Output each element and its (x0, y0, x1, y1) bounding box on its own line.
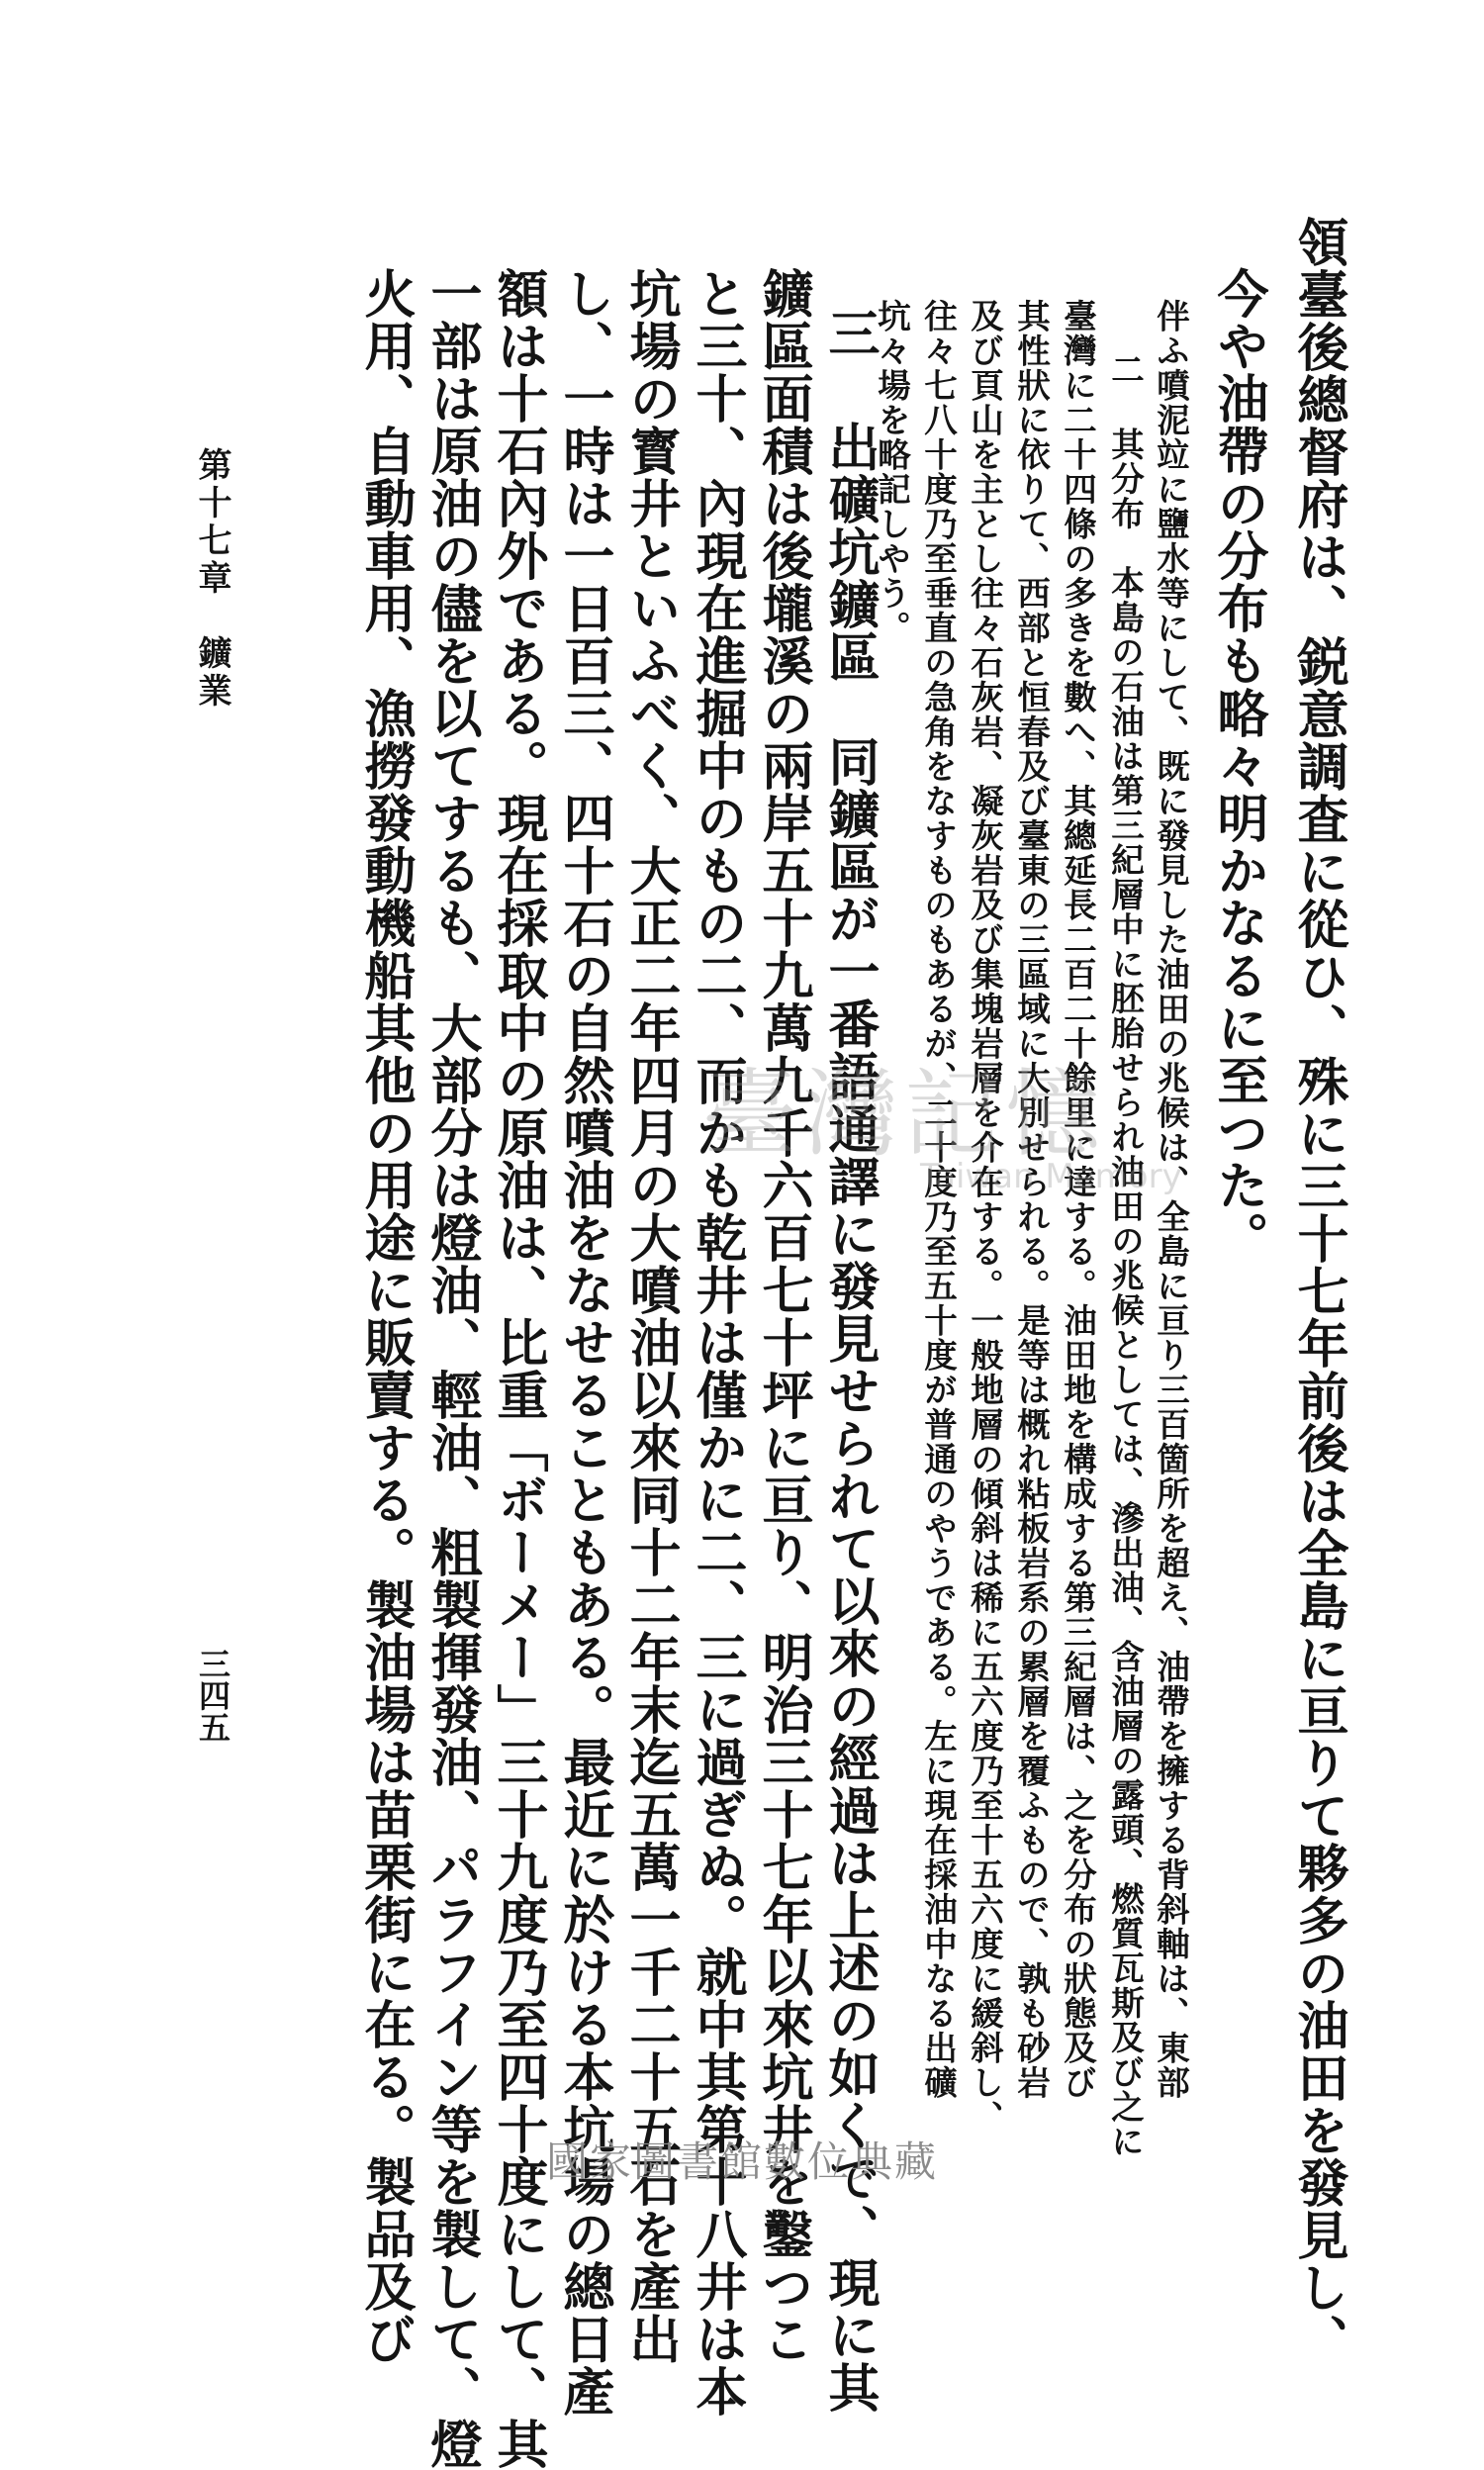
section-heading: 二 其分布 (1105, 352, 1145, 531)
text-column: 臺灣に二十四條の多きを數へ、其總延長二百二十餘里に達する。油田地を構成する第三紀層は、之を分布の狀態及び (1058, 299, 1097, 2100)
text-column: 一部は原油の儘を以てするも、大部分は燈油、輕油、粗製揮發油、パラフイン等を製して、燈 (421, 267, 482, 2470)
running-header: 第十七章 鑛業 (192, 447, 232, 711)
text-column: 鑛區面積は後壠溪の兩岸五十九萬九千六百七十坪に亘り、明治三十七年以來坑井を鑿つこ (753, 267, 813, 2365)
text-column: 額は十石內外である。現在採取中の原油は、比重「ボーメー」三十九度乃至四十度にして、其 (488, 267, 548, 2470)
text-column: 伴ふ噴泥竝に鹽水等にして、既に發見した油田の兆候は、全島に亘り三百箇所を超え、油帶を擁する背斜軸は、東部 (1151, 299, 1190, 2100)
library-credit: 國家圖書館數位典藏 (545, 2138, 938, 2186)
page-number: 三四五 (194, 1648, 232, 1743)
text-column: 今や油帶の分布も略々明かなるに至つた。 (1208, 267, 1268, 1264)
watermark-logo (702, 1039, 1217, 1227)
watermark-title: 臺灣記憶 (702, 1059, 1106, 1170)
text-column: と三十、內現在進掘中のもの二、而かも乾井は僅かに二、三に過ぎぬ。就中其第十八井は本 (687, 267, 747, 2418)
text-column: 及び頁山を主とし往々石灰岩、凝灰岩及び集塊岩層を介在する。一般地層の傾斜は稀に五六度乃至十五六度に緩斜し、 (965, 299, 1004, 2135)
text-column: 領臺後總督府は、鋭意調査に從ひ、殊に三十七年前後は全島に亘りて夥多の油田を發見し、 (1288, 216, 1348, 2366)
watermark-subtitle: Taiwan Memory (920, 1157, 1182, 1196)
text-column: 三 出礦坑鑛區 同鑛區が一番語通譯に發見せられて以來の經過は上述の如くで、現に其 (819, 307, 880, 2414)
text-column: 火用、自動車用、漁撈發動機船其他の用途に販賣する。製油場は苗栗街に在る。製品及び (355, 267, 416, 2365)
text-column: 坑々場を略記しやう。 (872, 299, 911, 645)
text-column: 坑場の寳井といふべく、大正二年四月の大噴油以來同十二年末迄五萬一千二十五石を產出 (620, 267, 681, 2365)
text-column: し、一時は一日百三、四十石の自然噴油をなせることもある。最近に於ける本坑場の總日產 (554, 267, 614, 2418)
text-column: 二 其分布 本島の石油は第三紀層中に胚胎せられ油田の兆候としては、滲出油、含油層の露頭、燃質瓦斯及び之に (1105, 352, 1145, 2159)
section-heading: 三 出礦坑鑛區 (819, 307, 880, 683)
text-column: 往々七八十度乃至垂直の急角をなすものもあるが、二十度乃至五十度が普通のやうである。左に現在採油中なる出礦 (918, 299, 958, 2100)
text-column: 其性狀に依りて、西部と恒春及び臺東の三區域に大別せられる。是等は概れ粘板岩系の累層を覆ふもので、孰も砂岩 (1011, 299, 1051, 2100)
